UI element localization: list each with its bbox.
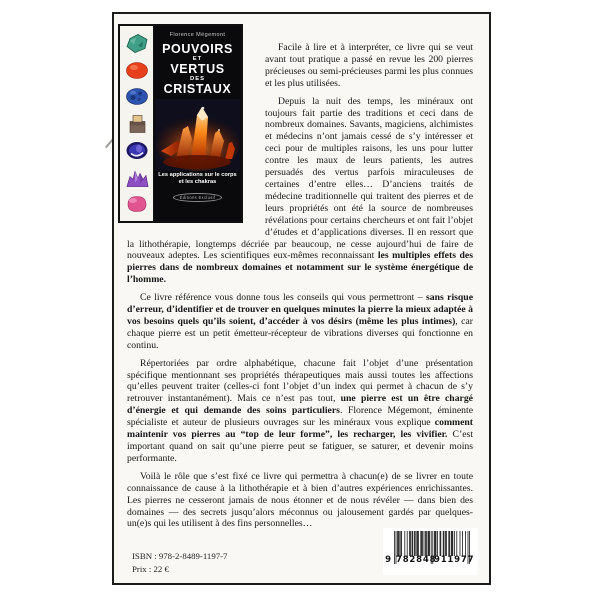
text-segment: comment maintenir vos pierres au “top de leur forme”, les recharger, les vivifier. [127,417,473,441]
back-cover-sheet [112,12,491,585]
text-segment: Voilà le rôle que s’est fixé ce livre qui permettra à chacun(e) de se livrer en toute connaissance de cause à la lithothérapie et à bien d’autres expériences enrichissantes. Les pierres ne cesseront jamais de nous étonner et de nous révéler — dans bien des domaines — des secrets jusqu’alors méconnus ou jalousement gardés par quelques-un(e)s qui les utilisent à des fins personnelles… [127,470,473,530]
cover-subtitle-line-1: Les applications sur le corps [158,172,237,178]
publisher-badge: Éditions Exclusif [173,193,223,202]
barcode-digit-group-2: 782848 [396,555,437,565]
cover-author: Florence Mégemont [169,32,226,38]
thumbnail-text-wrap-spacer [127,42,265,232]
price-label: Prix : 22 € [132,563,169,574]
barcode-digit-group-3: 911977 [434,555,475,565]
text-segment: Ce livre référence vous donne tous les conseils qui vous permettront – [140,292,426,304]
back-cover-text [127,42,473,536]
text-segment: Facile à lire et à interpréter, ce livre qui se veut avant tout pratique a passé en revue les 200 pierres précieuses ou semi-précieuses parmi les plus connues et les plus utilisées. [265,42,473,89]
barcode-digits [383,555,478,567]
back-cover-paragraph [127,471,473,531]
cover-title-line-5: CRISTAUX [163,82,232,96]
cover-subtitle-line-2: et les chakras [178,179,217,186]
text-segment: sans risque d’erreur, d’identifier et de trouver en quelques minutes la pierre la mieux adaptée à vos besoins quels qu’ils soient, d’accéder à vos désirs (même les plus intimes) [127,292,473,327]
text-segment: une pierre est un être chargé d’énergie et qui demande des soins particuliers [127,393,473,417]
isbn-label: ISBN : 978-2-8489-1197-7 [132,551,228,561]
cover-title-line-4: DES [190,76,205,82]
text-segment: Depuis la nuit des temps, les minéraux ont toujours fait partie des traditions et ceci dans de nombreux domaines. Savants, magiciens, alchimistes et médecins n’ont jamais cessé de s’y intéresser et ceci pour de multiples raisons, les uns pour lutter contre les maux de leurs patients, les autres persuadés des vertus parfois miraculeuses de certaines d’entre elles… D’anciens traités de médecine traditionnelle qui traitent des pierres et de leurs propriétés ont été la source de nombreuses révélations pour certains chercheurs et ont fait l’objet d’études et d’applications diverses. Il en ressort que la lithothérapie, longtemps décriée par beaucoup, ne cesse aujourd’hui de faire de nouveaux adeptes. Les scientifiques eux-mêmes reconnaissant [127,95,473,262]
back-cover-paragraph [127,358,473,465]
text-segment: Répertoriées par ordre alphabétique, chacune fait l’objet d’une présentation spécifique mentionnant ses propriétés thérapeutiques mais aussi toutes les affections qu’elles peuvent traiter (celles-ci font l’objet d’un index qui permet à chacun de s’y retrouver instantanément). Mais ce n’est pas tout, [127,357,473,405]
text-segment: , car chaque pierre est un petit émetteur-récepteur de vibrations diverses qui fonctionne en continu. [127,315,473,351]
barcode-digit-group-1: 9 [385,555,392,565]
text-segment: C’est important quand on sait qu’une pierre peut se fatiguer, se saturer, et devenir moins performante. [127,429,474,464]
isbn-price-block [132,550,227,575]
cover-title-line-3: VERTUS [170,62,225,76]
back-cover-paragraph [127,292,473,352]
cover-title-line-1: POUVOIRS [162,42,233,56]
text-segment: les multiples effets des pierres dans de nombreux domaines et notamment sur le système énergétique de l’homme. [127,250,473,286]
text-segment: . Florence Mégemont, éminente spécialiste et auteur de plusieurs ouvrages sur les minéraux vous explique [127,405,474,429]
ean13-barcode [383,528,478,575]
cover-title-line-2: ET [192,56,203,62]
